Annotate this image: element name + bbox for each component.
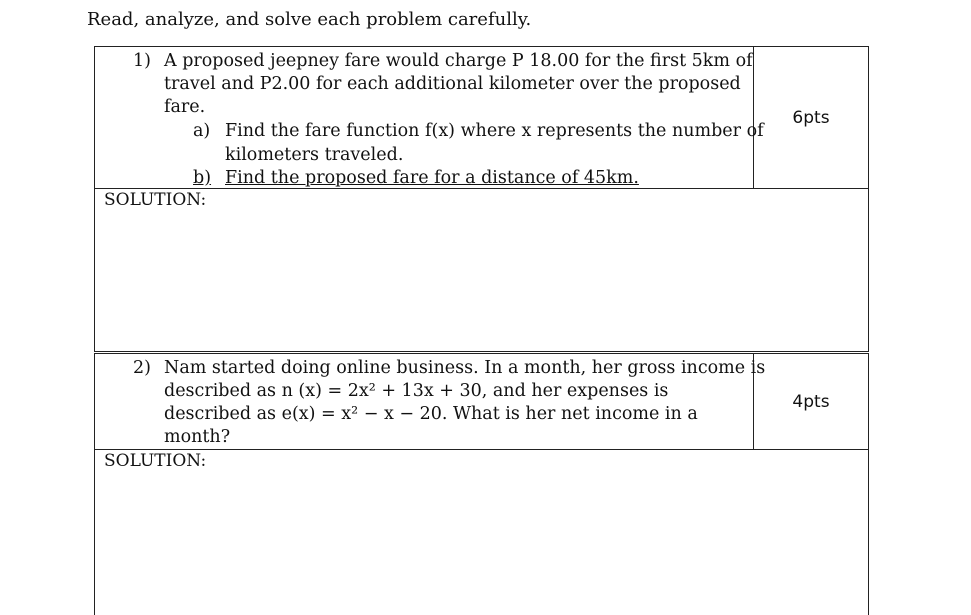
problem-2-question-row [95, 354, 868, 450]
problem-2-points: 4pts [792, 391, 830, 412]
problem-2-line-1: Nam started doing online business. In a month, her gross income is [164, 358, 766, 378]
problem-1-line-3: fare. [164, 97, 206, 117]
problem-1-solution-label: SOLUTION: [104, 190, 207, 210]
problem-1-number: 1) [133, 51, 151, 71]
problem-1-line-2: travel and P2.00 for each additional kilometer over the proposed [164, 74, 741, 94]
problem-1-points: 6pts [792, 107, 830, 128]
problem-1-table [94, 46, 869, 352]
problem-2-line-3: described as e(x) = x² − x − 20. What is her net income in a [164, 404, 698, 424]
problem-2-table [94, 353, 869, 615]
problem-2-solution-label: SOLUTION: [104, 451, 207, 471]
problem-2-question-cell [95, 354, 766, 449]
instructions-text: Read, analyze, and solve each problem carefully. [87, 9, 532, 30]
problem-1a-label: a) [193, 121, 211, 141]
problem-1-question-cell [95, 47, 764, 188]
problem-1-line-1: A proposed jeepney fare would charge P 18.00 for the first 5km of [164, 51, 753, 71]
problem-1b-line-1: Find the proposed fare for a distance of 45km. [225, 168, 639, 188]
problem-1b-label: b) [193, 168, 212, 188]
problem-1-question-row [95, 47, 868, 189]
problem-1a-line-1: Find the fare function f(x) where x represents the number of [225, 121, 764, 141]
problem-2-number: 2) [133, 358, 151, 378]
problem-2-line-2: described as n (x) = 2x² + 13x + 30, and her expenses is [164, 381, 669, 401]
problem-1a-line-2: kilometers traveled. [225, 145, 404, 165]
problem-2-line-4: month? [164, 427, 231, 447]
